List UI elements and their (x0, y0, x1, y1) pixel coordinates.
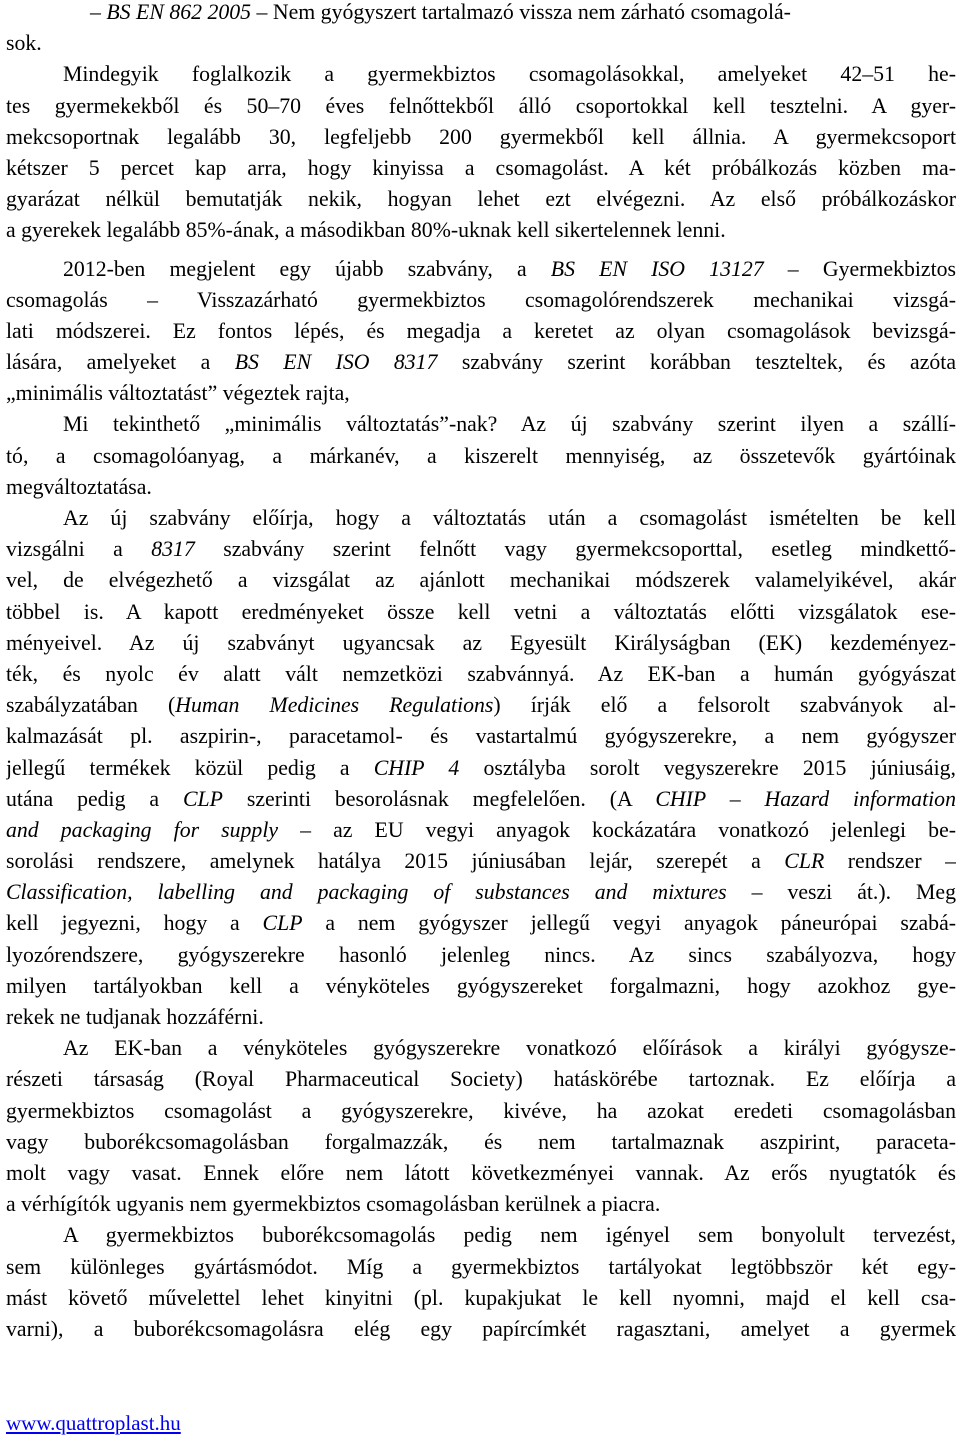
text-line: – BS EN 862 2005 – Nem gyógyszert tartalmazó vissza nem zárható csomagolá- (90, 0, 791, 24)
text-line: kell jegyezni, hogy a CLP a nem gyógyszer jellegű vegyi anyagok páneurópai szabá- (6, 911, 956, 936)
text-line: vizsgálni a 8317 szabvány szerint felnőtt vagy gyermekcsoporttal, esetleg mindkettő- (6, 537, 956, 562)
text-line: tó, a csomagolóanyag, a márkanév, a kiszerelt mennyiség, az összetevők gyártóinak (6, 443, 956, 468)
text-line: mást követő művelettel lehet kinyitni (pl. kupakjukat le kell nyomni, majd el kell csa- (6, 1285, 956, 1310)
text-line: Classification, labelling and packaging of substances and mixtures – veszi át.). Meg (6, 880, 956, 905)
text-line: 2012-ben megjelent egy újabb szabvány, a BS EN ISO 13127 – Gyermekbiztos (63, 256, 956, 281)
text-line: megváltoztatása. (6, 474, 152, 499)
text-line: csomagolás – Visszazárható gyermekbiztos csomagolórendszerek mechanikai vizsgá- (6, 287, 956, 312)
text-line: rekek ne tudjanak hozzáférni. (6, 1005, 264, 1029)
text-line: sorolási rendszere, amelynek hatálya 2015 júniusában lejár, szerepét a CLR rendszer – (6, 849, 956, 874)
text-line: and packaging for supply – az EU vegyi anyagok kockázatára vonatkozó jelenlegi be- (6, 817, 956, 842)
text-line: Mi tekinthető „minimális változtatás”-nak? Az új szabvány szerint ilyen a szállí- (63, 412, 956, 437)
text-line: milyen tartályokban kell a vényköteles gyógyszereket forgalmazni, hogy azokhoz gye- (6, 973, 956, 998)
text-line: ték, és nyolc év alatt vált nemzetközi szabvánnyá. Az EK-ban a humán gyógyászat (6, 661, 956, 686)
text-line: lására, amelyeket a BS EN ISO 8317 szabvány szerint korábban teszteltek, és azóta (6, 350, 956, 375)
text-line: Az új szabvány előírja, hogy a változtatás után a csomagolást ismételten be kell (63, 506, 956, 530)
text-line: kalmazását pl. aszpirin-, paracetamol- és vastartalmú gyógyszerekre, a nem gyógyszer (6, 724, 956, 749)
text-line: sok. (6, 31, 42, 56)
text-line: szabályzatában (Human Medicines Regulations) írják elő a felsorolt szabványok al- (6, 693, 956, 718)
text-line: vagy buborékcsomagolásban forgalmazzák, és nem tartalmaznak aszpirint, paraceta- (6, 1129, 956, 1154)
text-line: ményeivel. Az új szabványt ugyancsak az Egyesült Királyságban (EK) kezdeményez- (6, 630, 956, 655)
text-line: molt vagy vasat. Ennek előre nem látott következményei vannak. Az erős nyugtatók és (6, 1160, 956, 1185)
body-text (6, 0, 956, 1345)
text-line: mekcsoportnak legalább 30, legfeljebb 200 gyermekből kell állnia. A gyermekcsoport (6, 124, 956, 149)
text-line: lyozórendszere, gyógyszerekre hasonló jelenleg nincs. Az sincs szabályozva, hogy (6, 942, 956, 967)
text-line: sem különleges gyártásmódot. Míg a gyermekbiztos tartályokat legtöbbször két egy- (6, 1254, 956, 1279)
text-line: gyermekbiztos csomagolást a gyógyszerekre, kivéve, ha azokat eredeti csomagolásban (6, 1098, 956, 1123)
text-line: kétszer 5 percet kap arra, hogy kinyissa a csomagolást. A két próbálkozás közben ma- (6, 155, 956, 180)
text-line: A gyermekbiztos buborékcsomagolás pedig nem igényel sem bonyolult tervezést, (63, 1223, 956, 1248)
text-line: a gyerekek legalább 85%-ának, a másodikban 80%-uknak kell sikertelennek lenni. (6, 218, 726, 243)
text-line: Mindegyik foglalkozik a gyermekbiztos csomagolásokkal, amelyeket 42–51 he- (63, 62, 956, 87)
text-line: részeti társaság (Royal Pharmaceutical Society) hatáskörébe tartoznak. Ez előírja a (6, 1067, 956, 1092)
paragraph-gap (6, 247, 956, 254)
text-line: gyarázat nélkül bemutatják nekik, hogyan lehet ezt elvégezni. Az első próbálkozáskor (6, 187, 956, 212)
text-line: varni), a buborékcsomagolásra elég egy papírcímkét ragasztani, amelyet a gyermek (6, 1316, 956, 1341)
text-line: „minimális változtatást” végeztek rajta, (6, 381, 350, 406)
text-line: többel is. A kapott eredményeket össze kell vetni a változtatás előtti vizsgálatok ese- (6, 599, 956, 624)
text-line: tes gyermekekből és 50–70 éves felnőttekből álló csoportokkal kell tesztelni. A gyer- (6, 93, 956, 118)
text-line: Az EK-ban a vényköteles gyógyszerekre vonatkozó előírások a királyi gyógysze- (63, 1036, 956, 1061)
text-line: a vérhígítók ugyanis nem gyermekbiztos csomagolásban kerülnek a piacra. (6, 1192, 661, 1217)
footer-link[interactable]: www.quattroplast.hu (6, 1411, 181, 1435)
text-line: lati módszerei. Ez fontos lépés, és megadja a keretet az olyan csomagolások bevizsgá- (6, 318, 956, 343)
text-line: utána pedig a CLP szerinti besorolásnak megfelelően. (A CHIP – Hazard information (6, 786, 956, 811)
text-line: vel, de elvégezhető a vizsgálat az ajánlott mechanikai módszerek valamelyikével, akár (6, 568, 956, 593)
text-line: jellegű termékek közül pedig a CHIP 4 osztályba sorolt vegyszerekre 2015 júniusáig, (6, 755, 956, 780)
